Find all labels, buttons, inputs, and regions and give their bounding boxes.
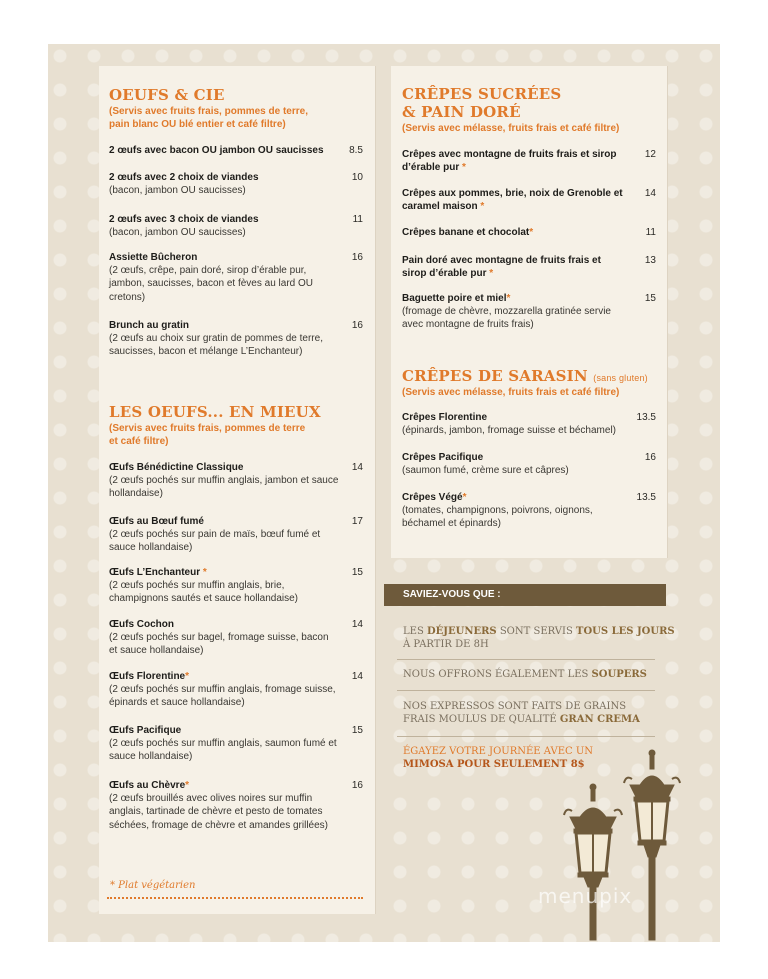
menu-item: Crêpes banane et chocolat*	[402, 227, 534, 238]
fact-divider	[397, 659, 655, 660]
gluten-free-tag: (sans gluten)	[593, 373, 648, 383]
menu-item: Œufs au Bœuf fumé (2 œufs pochés sur pain de maïs, bœuf fumé et sauce hollandaise)	[109, 516, 321, 554]
menu-item-price: 13.5	[636, 492, 656, 503]
menu-item-price: 13.5	[636, 412, 656, 423]
vegetarian-star-icon: *	[480, 201, 485, 213]
menu-item: Œufs Florentine* (2 œufs pochés sur muffin anglais, fromage suisse, épinards et sauce hollandaise)	[109, 671, 336, 709]
vegetarian-star-icon: *	[462, 492, 467, 503]
section-subtitle: (Servis avec fruits frais, pommes de terre	[109, 423, 306, 434]
menu-item-price: 8.5	[349, 145, 363, 156]
dotted-divider	[107, 897, 363, 899]
section-title-crepes-sucrees: CRÊPES SUCRÉES	[402, 85, 562, 103]
menu-item: Œufs Cochon (2 œufs pochés sur bagel, fromage suisse, bacon et sauce hollandaise)	[109, 619, 329, 657]
menu-item: Œufs L’Enchanteur * (2 œufs pochés sur muffin anglais, brie, champignons sautés et sauce hollandaise)	[109, 567, 299, 605]
fact-espresso: NOS EXPRESSOS SONT FAITS DE GRAINS FRAIS MOULUS DE QUALITÉ GRAN CREMA	[403, 701, 640, 725]
section-subtitle: et café filtre)	[109, 436, 169, 447]
did-you-know-banner: SAVIEZ-VOUS QUE :	[384, 584, 666, 606]
section-title-crepes-sarasin: CRÊPES DE SARASIN (sans gluten)	[402, 367, 648, 385]
menu-item: Brunch au gratin (2 œufs au choix sur gratin de pommes de terre, saucisses, bacon et mélange L’Enchanteur)	[109, 320, 323, 358]
menu-item-price: 14	[351, 671, 363, 682]
section-title-pain-dore: & PAIN DORÉ	[402, 103, 521, 121]
menu-item-price: 16	[644, 452, 656, 463]
menu-item-price: 14	[351, 619, 363, 630]
menu-item-price: 15	[351, 725, 363, 736]
menu-item: 2 œufs avec 3 choix de viandes (bacon, jambon OU saucisses)	[109, 214, 259, 239]
fact-divider	[397, 690, 655, 691]
menu-item-price: 12	[644, 149, 656, 160]
menu-item-price: 11	[645, 227, 656, 238]
menu-item: Crêpes aux pommes, brie, noix de Grenoble et caramel maison *	[402, 188, 623, 213]
menu-item: 2 œufs avec bacon OU jambon OU saucisses	[109, 145, 324, 156]
menu-item-price: 13	[644, 255, 656, 266]
vegetarian-star-icon: *	[489, 268, 494, 280]
fact-dinners: NOUS OFFRONS ÉGALEMENT LES SOUPERS	[403, 669, 647, 680]
menu-item: Pain doré avec montagne de fruits frais et sirop d’érable pur *	[402, 255, 601, 280]
vegetarian-star-icon: *	[202, 567, 207, 578]
section-subtitle: (Servis avec mélasse, fruits frais et café filtre)	[402, 387, 620, 398]
vegetarian-star-icon: *	[185, 780, 190, 791]
fact-divider	[397, 736, 655, 737]
menu-item: Crêpes avec montagne de fruits frais et sirop d’érable pur *	[402, 149, 617, 174]
menu-item: 2 œufs avec 2 choix de viandes (bacon, jambon OU saucisses)	[109, 172, 259, 197]
section-title-oeufs-cie: OEUFS & CIE	[109, 86, 225, 104]
menu-item-price: 14	[644, 188, 656, 199]
menu-item: Œufs Pacifique (2 œufs pochés sur muffin anglais, saumon fumé et sauce hollandaise)	[109, 725, 337, 763]
menu-item: Crêpes Florentine (épinards, jambon, fromage suisse et béchamel)	[402, 412, 616, 437]
section-subtitle: (Servis avec mélasse, fruits frais et café filtre)	[402, 123, 620, 134]
menu-item: Œufs Bénédictine Classique (2 œufs pochés sur muffin anglais, jambon et sauce hollandaise)	[109, 462, 339, 500]
menu-item-price: 14	[351, 462, 363, 473]
vegetarian-star-icon: *	[185, 671, 190, 682]
menu-item-price: 15	[644, 293, 656, 304]
menu-item: Assiette Bûcheron (2 œufs, crêpe, pain doré, sirop d’érable pur, jambon, saucisses, bacon et fèves au lard OU cretons)	[109, 252, 313, 303]
lamp-post-illustration	[560, 745, 710, 945]
menu-item-price: 16	[351, 252, 363, 263]
menu-item: Crêpes Pacifique (saumon fumé, crème sure et câpres)	[402, 452, 569, 477]
menu-item: Crêpes Végé* (tomates, champignons, poivrons, oignons, béchamel et épinards)	[402, 492, 593, 530]
menu-item: Baguette poire et miel* (fromage de chèvre, mozzarella gratinée servie avec montagne de fruits frais)	[402, 293, 611, 331]
vegetarian-star-icon: *	[529, 227, 534, 238]
section-subtitle: (Servis avec fruits frais, pommes de terre,	[109, 106, 308, 117]
vegetarian-legend: * Plat végétarien	[110, 880, 196, 891]
vegetarian-star-icon: *	[462, 162, 466, 174]
menu-item-price: 10	[351, 172, 363, 183]
vegetarian-star-icon: *	[506, 293, 511, 304]
fact-mimosa: ÉGAYEZ VOTRE JOURNÉE AVEC UN MIMOSA POUR SEULEMENT 8$	[403, 746, 593, 770]
menu-item: Œufs au Chèvre* (2 œufs brouillés avec olives noires sur muffin anglais, tartinade de chèvre et pesto de tomates séchées, fromage de chèvre et amandes grillées)	[109, 780, 329, 831]
menu-item-price: 11	[352, 214, 363, 225]
section-subtitle: pain blanc OU blé entier et café filtre)	[109, 119, 286, 130]
fact-breakfast-hours: LES DÉJEUNERS SONT SERVIS TOUS LES JOURS À PARTIR DE 8H	[403, 626, 675, 650]
menu-item-price: 17	[351, 516, 363, 527]
section-title-oeufs-en-mieux: LES OEUFS... EN MIEUX	[109, 403, 321, 421]
menu-item-price: 16	[351, 780, 363, 791]
menu-item-price: 15	[351, 567, 363, 578]
watermark-logo: menupix	[538, 884, 633, 908]
menu-item-price: 16	[351, 320, 363, 331]
